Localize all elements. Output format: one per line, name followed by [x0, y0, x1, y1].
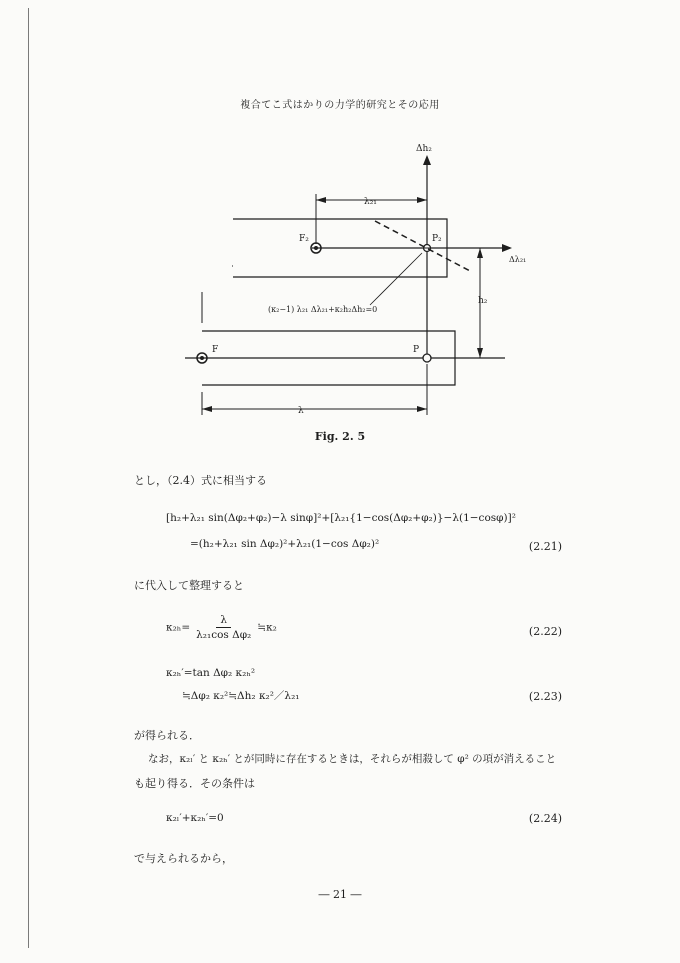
point-P	[423, 354, 431, 362]
label-constraint: (κ₂−1) λ₂₁ Δλ₂₁+κ₂h₂Δh₂=0	[268, 305, 378, 314]
label-lambda: λ	[298, 406, 304, 416]
paragraph-3: が得られる．	[134, 729, 200, 742]
equation-2-21-line-2: =(h₂+λ₂₁ sin Δφ₂)²+λ₂₁(1−cos Δφ₂)²	[190, 538, 380, 550]
constraint-leader	[370, 253, 422, 305]
label-dlambda21: Δλ₂₁	[509, 255, 527, 264]
page-number: ― 21 ―	[318, 888, 362, 901]
label-dh2: Δh₂	[416, 144, 432, 154]
running-header: 複合てこ式はかりの力学的研究とその応用	[240, 100, 440, 111]
paragraph-5: で与えられるから，	[134, 852, 233, 865]
eq-2-22-numerator: λ	[216, 614, 231, 628]
equation-number-2-23: (2.23)	[528, 690, 562, 703]
figure-caption: Fig. 2. 5	[314, 430, 366, 443]
label-h2: h₂	[478, 296, 488, 306]
equation-number-2-24: (2.24)	[528, 812, 562, 825]
eq-2-22-rhs: ≒κ₂	[257, 621, 277, 634]
eq-2-22-lhs: κ₂ₕ=	[166, 621, 191, 634]
equation-number-2-22: (2.22)	[528, 625, 562, 638]
equation-2-23-line-2: ≒Δφ₂ κ₂²≒Δh₂ κ₂²／λ₂₁	[182, 690, 300, 702]
displacement-line	[375, 221, 472, 272]
label-P2: P₂	[432, 234, 442, 244]
equation-2-24: κ₂ₗ′+κ₂ₕ′=0	[166, 812, 224, 824]
paragraph-1: とし，（2.4）式に相当する	[134, 474, 267, 487]
paragraph-4-line-2: も起り得る．その条件は	[134, 777, 255, 790]
figure-2-5	[0, 0, 680, 450]
label-lambda21: λ₂₁	[364, 197, 377, 207]
paragraph-2: に代入して整理すると	[134, 579, 244, 592]
equation-2-23-line-1: κ₂ₕ′=tan Δφ₂ κ₂ₕ²	[166, 667, 256, 679]
eq-2-22-fraction	[192, 614, 255, 641]
label-P: P	[413, 345, 420, 355]
equation-number-2-21: (2.21)	[528, 540, 562, 553]
label-F: F	[212, 345, 219, 355]
vertical-axis-arrow	[423, 155, 431, 165]
equation-2-21-line-1: [h₂+λ₂₁ sin(Δφ₂+φ₂)−λ sinφ]²+[λ₂₁{1−cos(Δφ₂+φ₂)}−λ(1−cosφ)]²	[166, 512, 516, 524]
paragraph-4-line-1: なお，κ₂ₗ′ と κ₂ₕ′ とが同時に存在するときは，それらが相殺して φ² の項が消えること	[148, 753, 557, 765]
label-F2: F₂	[299, 234, 309, 244]
eq-2-22-denominator: λ₂₁cos Δφ₂	[196, 629, 252, 641]
equation-2-22	[166, 614, 277, 641]
